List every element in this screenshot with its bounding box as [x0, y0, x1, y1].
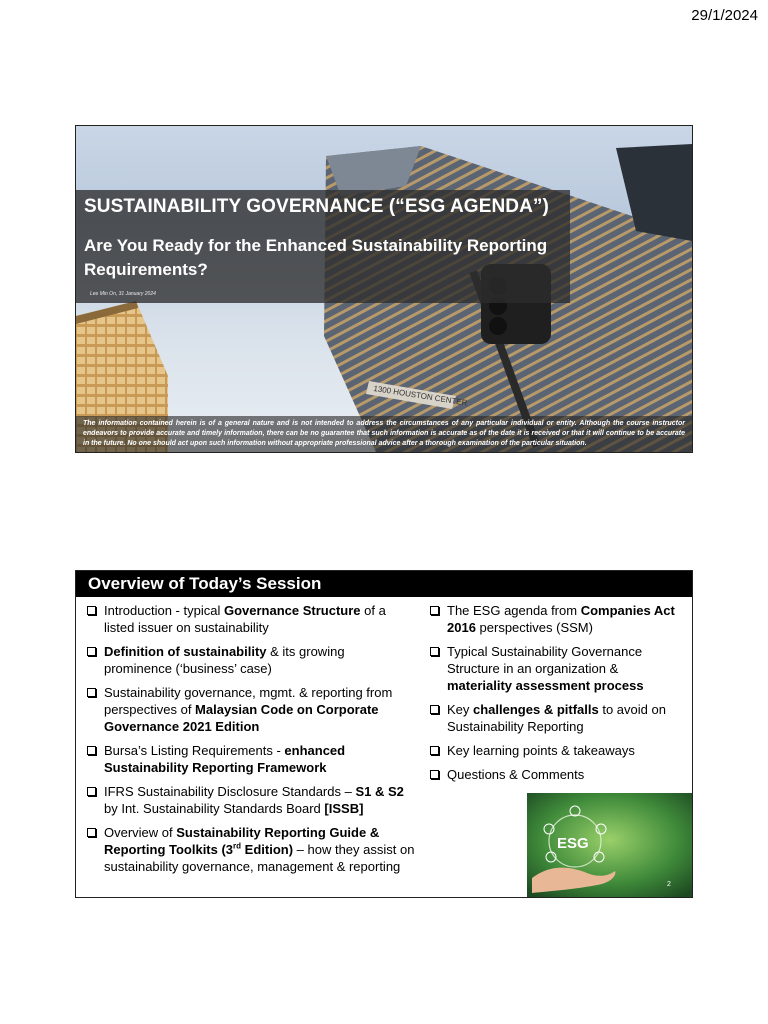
agenda-item-text: Bursa’s Listing Requirements -	[104, 743, 285, 758]
agenda-left-column	[85, 602, 415, 882]
agenda-item-text: of a listed issuer on sustainability	[104, 603, 386, 635]
agenda-item-text: Companies Act 2016	[447, 603, 675, 635]
agenda-item	[85, 742, 415, 776]
checkbox-bullet-icon	[430, 647, 439, 656]
checkbox-bullet-icon	[87, 647, 96, 656]
agenda-item-text: challenges & pitfalls	[473, 702, 599, 717]
agenda-item-text: Overview of	[104, 825, 177, 840]
agenda-item-text: Edition)	[241, 842, 294, 857]
title-slide	[75, 125, 693, 453]
checkbox-bullet-icon	[87, 828, 96, 837]
esg-label: ESG	[557, 835, 589, 852]
agenda-item-text: rd	[233, 841, 242, 851]
slide-subtitle: Are You Ready for the Enhanced Sustainability Reporting Requirements?	[84, 236, 548, 279]
checkbox-bullet-icon	[430, 606, 439, 615]
agenda-item-text: Questions & Comments	[447, 767, 585, 782]
title-box	[76, 190, 570, 303]
overview-slide	[75, 570, 693, 898]
agenda-item-text: enhanced Sustainability Reporting Framework	[104, 743, 346, 775]
disclaimer: The information contained herein is of a general nature and is not intended to address the circumstances of any particular individual or entity. Although the course instructor endeavors to provide accurate and timely information, there can be no guarantee that such information is accurate as of the date it is received or that it will continue to be accurate in the future. No one should act upon such information without appropriate professional advice after a thorough examination of the particular situation.	[76, 416, 692, 452]
agenda-item-text: Definition of sustainability	[104, 644, 267, 659]
agenda-item-text: perspectives (SSM)	[475, 620, 593, 635]
agenda-item-text: Sustainability Reporting Guide & Reporting Toolkits (3	[104, 825, 380, 857]
agenda-item-text: to avoid on Sustainability Reporting	[447, 702, 666, 734]
agenda-item-text: & its growing prominence (‘business’ case)	[104, 644, 345, 676]
agenda-item-text: Malaysian Code on Corporate Governance 2021 Edition	[104, 702, 379, 734]
checkbox-bullet-icon	[430, 705, 439, 714]
page-number: 2	[667, 881, 671, 888]
agenda-item	[428, 602, 686, 636]
checkbox-bullet-icon	[87, 688, 96, 697]
agenda-item-text: materiality assessment process	[447, 678, 644, 693]
agenda-item	[85, 824, 415, 875]
agenda-item	[85, 602, 415, 636]
checkbox-bullet-icon	[87, 787, 96, 796]
overview-title: Overview of Today’s Session	[76, 571, 692, 597]
checkbox-bullet-icon	[430, 770, 439, 779]
agenda-item-text: – how they assist on sustainability governance, management & reporting	[104, 842, 415, 874]
agenda-item-text: [ISSB]	[324, 801, 364, 816]
agenda-item	[85, 684, 415, 735]
checkbox-bullet-icon	[87, 606, 96, 615]
agenda-item-text: Typical Sustainability Governance Structure in an organization &	[447, 644, 643, 676]
slide-title: SUSTAINABILITY GOVERNANCE (“ESG AGENDA”)	[84, 196, 549, 217]
print-date: 29/1/2024	[691, 7, 758, 24]
agenda-item-text: Introduction - typical	[104, 603, 224, 618]
author-date: Lee Min On, 31 January 2024	[90, 291, 156, 297]
agenda-item	[428, 766, 686, 783]
agenda-item	[428, 742, 686, 759]
agenda-item	[85, 643, 415, 677]
agenda-item	[85, 783, 415, 817]
checkbox-bullet-icon	[430, 746, 439, 755]
agenda-item-text: Governance Structure	[223, 603, 361, 618]
agenda-item-text: Key	[447, 702, 474, 717]
building-sign: 1300 HOUSTON CENTER	[372, 383, 469, 408]
agenda-item	[428, 701, 686, 735]
checkbox-bullet-icon	[87, 746, 96, 755]
agenda-right-column	[428, 602, 686, 790]
agenda-item-text: IFRS Sustainability Disclosure Standards –	[104, 784, 356, 799]
agenda-item-text: Key learning points & takeaways	[447, 743, 635, 758]
agenda-item-text: S1 & S2	[355, 784, 404, 799]
agenda-item-text: The ESG agenda from	[447, 603, 581, 618]
agenda-item	[428, 643, 686, 694]
agenda-item-text: by Int. Sustainability Standards Board	[104, 801, 325, 816]
agenda-item-text: Sustainability governance, mgmt. & reporting from perspectives of	[104, 685, 393, 717]
